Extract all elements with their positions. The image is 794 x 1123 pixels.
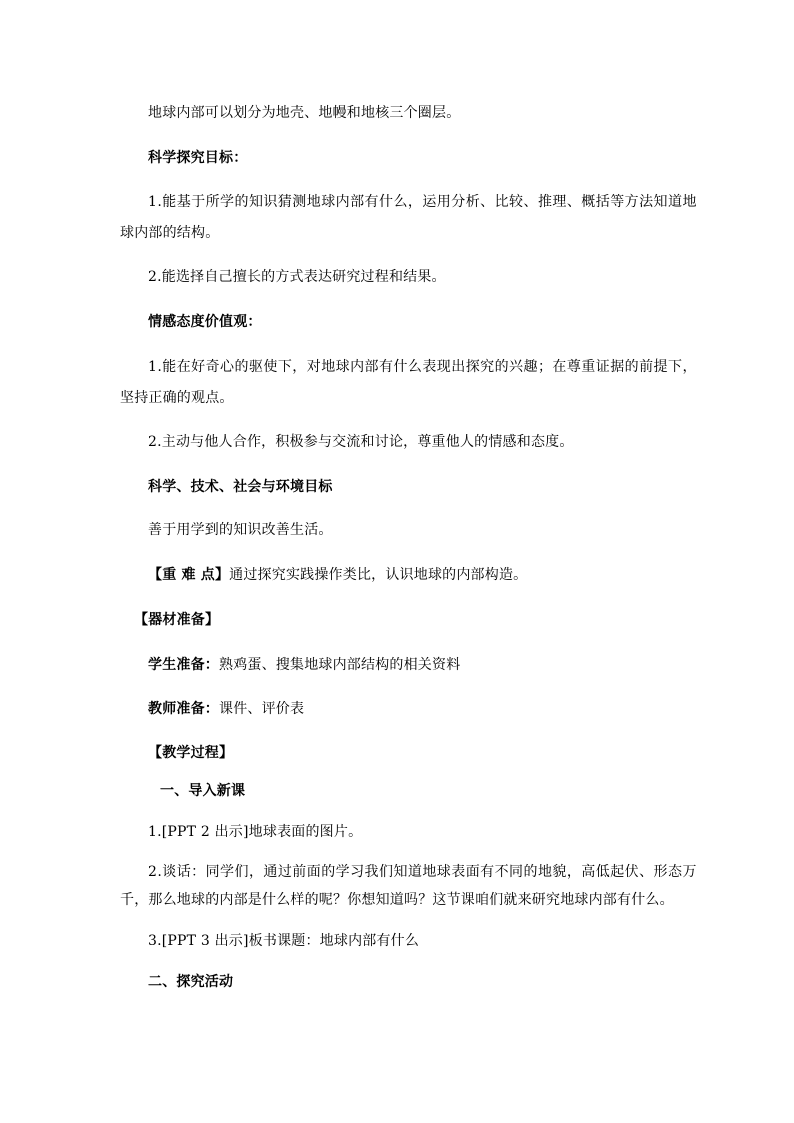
step-1-item-3-text: 板书课题：地球内部有什么 xyxy=(248,933,420,949)
emotion-goal-1-line-1: 1.能在好奇心的驱使下，对地球内部有什么表现出探究的兴趣；在尊重证据的前提下， xyxy=(148,359,697,375)
science-goal-2: 2.能选择自己擅长的方式表达研究过程和结果。 xyxy=(148,269,446,285)
process-heading: 【教学过程】 xyxy=(148,745,234,761)
teacher-prep-label: 教师准备： xyxy=(148,701,219,717)
student-prep-line xyxy=(148,657,460,673)
emotion-goal-2: 2.主动与他人合作，积极参与交流和讨论，尊重他人的情感和态度。 xyxy=(148,434,574,450)
teacher-prep-text: 课件、评价表 xyxy=(219,701,305,717)
materials-heading: 【器材准备】 xyxy=(134,612,220,628)
step-2-heading: 二、探究活动 xyxy=(148,974,234,990)
step-1-item-3-prefix: 3.[PPT 3 出示] xyxy=(148,933,249,949)
step-1-item-1-prefix: 1.[PPT 2 出示] xyxy=(148,824,249,840)
step-1-item-2-line-2: 千，那么地球的内部是什么样的呢？你想知道吗？这节课咱们就来研究地球内部有什么。 xyxy=(120,892,674,908)
step-1-heading: 一、导入新课 xyxy=(160,783,246,799)
student-prep-label: 学生准备： xyxy=(148,657,219,673)
science-goals-heading: 科学探究目标： xyxy=(148,150,248,166)
emotion-goal-1-line-2: 坚持正确的观点。 xyxy=(120,390,234,406)
science-goal-1-line-2: 球内部的结构。 xyxy=(120,225,220,241)
key-points-text: 通过探究实践操作类比，认识地球的内部构造。 xyxy=(229,567,528,583)
science-goal-1-line-1: 1.能基于所学的知识猜测地球内部有什么，运用分析、比较、推理、概括等方法知道地 xyxy=(148,194,697,210)
student-prep-text: 熟鸡蛋、搜集地球内部结构的相关资料 xyxy=(219,657,461,673)
teacher-prep-line xyxy=(148,701,304,717)
key-points-label: 【重 难 点】 xyxy=(148,567,230,583)
sts-heading: 科学、技术、社会与环境目标 xyxy=(148,479,333,495)
emotion-heading: 情感态度价值观： xyxy=(148,314,262,330)
intro-paragraph: 地球内部可以划分为地壳、地幔和地核三个圈层。 xyxy=(148,105,461,121)
key-points-line xyxy=(148,567,527,583)
step-1-item-1 xyxy=(148,824,362,840)
sts-paragraph: 善于用学到的知识改善生活。 xyxy=(148,522,333,538)
step-1-item-3 xyxy=(148,933,419,949)
step-1-item-2-line-1: 2.谈话：同学们，通过前面的学习我们知道地球表面有不同的地貌，高低起伏、形态万 xyxy=(148,864,697,880)
step-1-item-1-text: 地球表面的图片。 xyxy=(248,824,363,840)
